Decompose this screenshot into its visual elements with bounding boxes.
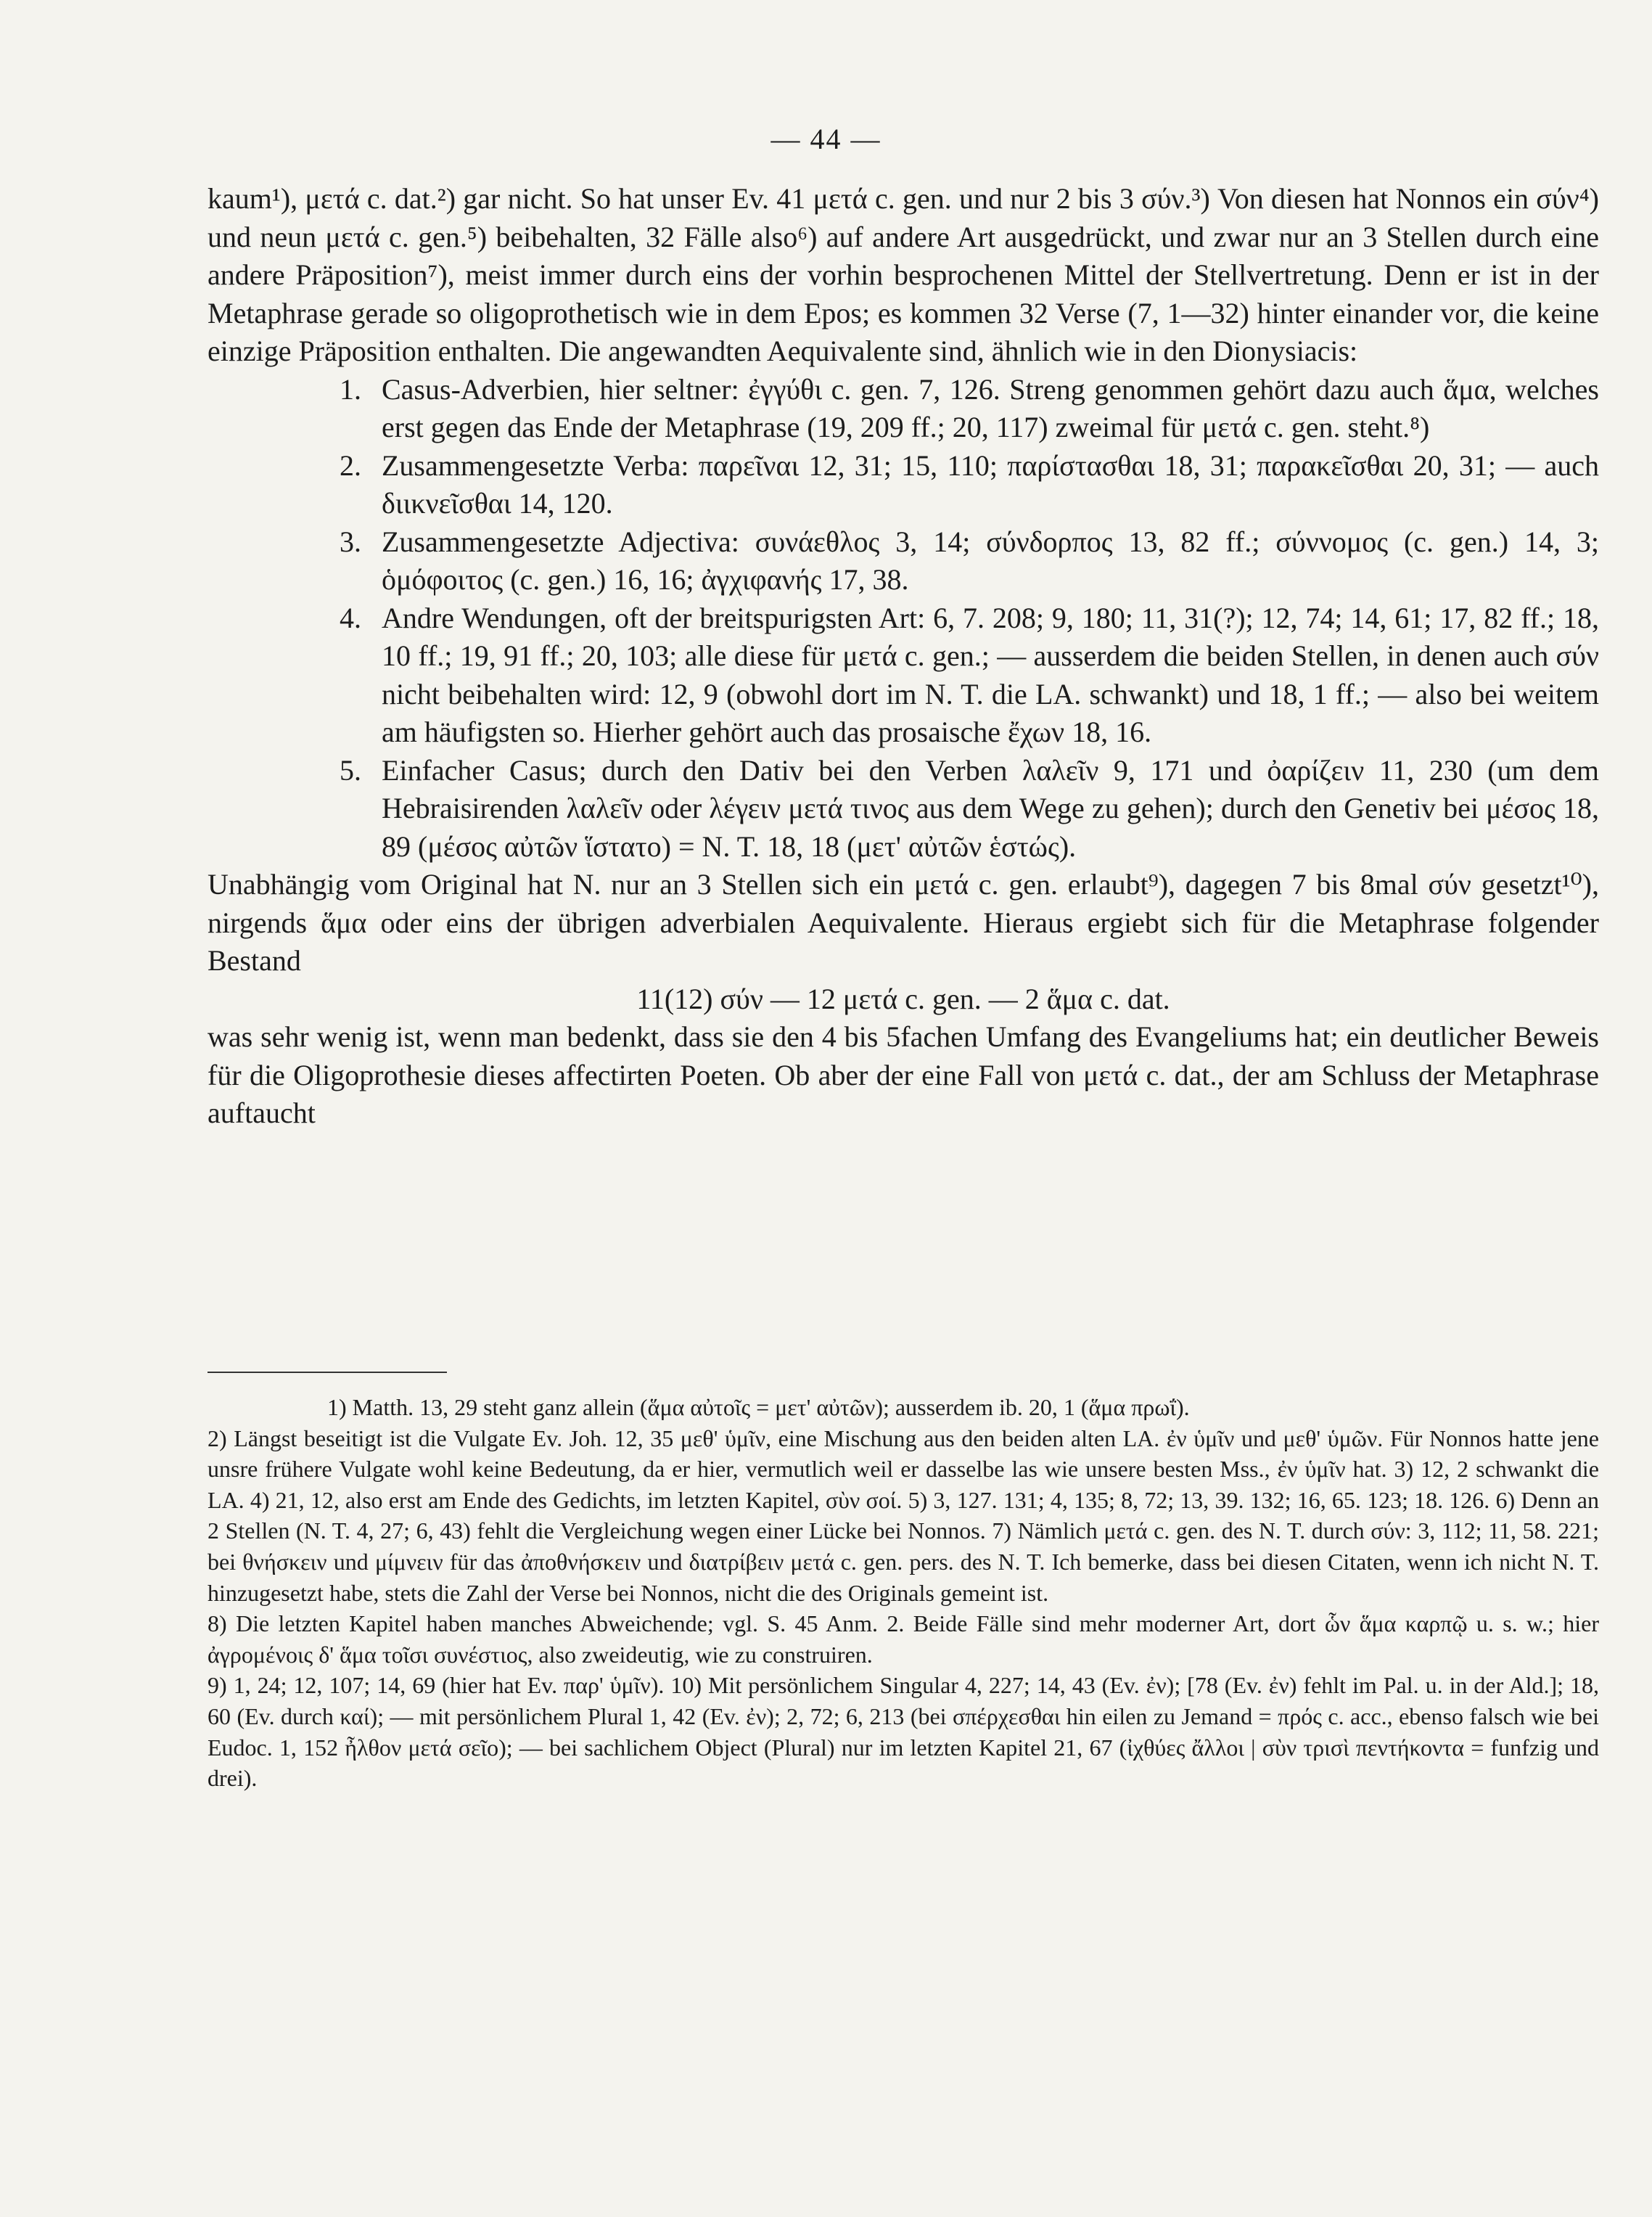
paragraph: kaum¹), μετά c. dat.²) gar nicht. So hat unser Ev. 41 μετά c. gen. und nur 2 bis 3 σύν.³) Von diesen hat Nonnos ein σύν⁴) und neun μετά c. gen.⁵) beibehalten, 32 Fälle also⁶) auf andere Art ausgedrückt, und zwar nur an 3 Stellen durch eine andere Präposition⁷), meist immer durch eins der vorhin besprochenen Mittel der Stellvertretung. Denn er ist in der Metaphrase gerade so oligoprothetisch wie in dem Epos; es kommen 32 Verse (7, 1—32) hinter einander vor, die keine einzige Präposition enthalten. Die angewandten Aequivalente sind, ähnlich wie in den Dionysiacis: [207,182,1599,367]
list-item [207,523,1599,599]
page-number: — 44 — [770,123,882,155]
list-item-number: 1. [340,372,361,406]
list-item [207,599,1599,752]
footnotes [207,1392,1599,1794]
summary-formula: 11(12) σύν — 12 μετά c. gen. — 2 ἅμα c. dat. [636,982,1170,1015]
footnote: 8) Die letzten Kapitel haben manches Abweichende; vgl. S. 45 Anm. 2. Beide Fälle sind mehr moderner Art, dort ὧν ἅμα καρπῷ u. s. w.; hier ἀγρομένοις δ' ἅμα τοῖσι συνέστιος, also zweideutig, wie zu construiren. [207,1610,1599,1668]
list-item-number: 3. [340,525,361,558]
list-item-number: 4. [340,601,361,634]
main-text [207,180,1599,1133]
footnote-divider [207,1372,447,1373]
paragraph: Unabhängig vom Original hat N. nur an 3 Stellen sich ein μετά c. gen. erlaubt⁹), dagegen 7 bis 8mal σύν gesetzt¹⁰), nirgends ἅμα oder eins der übrigen adverbialen Aequivalente. Hieraus ergiebt sich für die Metaphrase folgender Bestand [207,868,1599,977]
list-item-text: Zusammengesetzte Adjectiva: συνάεθλος 3, 14; σύνδορπος 13, 82 ff.; σύννομος (c. gen.) 14, 3; ὁμόφοιτος (c. gen.) 16, 16; ἀγχιφανής 17, 38. [382,525,1599,596]
paragraph: was sehr wenig ist, wenn man bedenkt, dass sie den 4 bis 5fachen Umfang des Evangeliums hat; ein deutlicher Beweis für die Oligoprothesie dieses affectirten Poeten. Ob aber der eine Fall von μετά c. dat., der am Schluss der Metaphrase auftaucht [207,1020,1599,1129]
list-item-number: 2. [340,448,361,482]
list-item-text: Andre Wendungen, oft der breitspurigsten Art: 6, 7. 208; 9, 180; 11, 31(?); 12, 74; 14, 61; 17, 82 ff.; 18, 10 ff.; 19, 91 ff.; 20, 103; alle diese für μετά c. gen.; — ausserdem die beiden Stellen, in denen auch σύν nicht beibehalten wird: 12, 9 (obwohl dort im N. T. die LA. schwankt) und 18, 1 ff.; — also bei weitem am häufigsten so. Hierher gehört auch das prosaische ἔχων 18, 16. [382,601,1599,748]
list-item [207,447,1599,523]
list-item [207,752,1599,866]
footnote: 1) Matth. 13, 29 steht ganz allein (ἅμα αὐτοῖς = μετ' αὐτῶν); ausserdem ib. 20, 1 (ἅμα πρωΐ). [327,1394,1190,1420]
list-item-text: Casus-Adverbien, hier seltner: ἐγγύθι c. gen. 7, 126. Streng genommen gehört dazu auch ἅμα, welches erst gegen das Ende der Metaphrase (19, 209 ff.; 20, 117) zweimal für μετά c. gen. steht.⁸) [382,372,1599,443]
list-item-number: 5. [340,753,361,787]
footnote: 9) 1, 24; 12, 107; 14, 69 (hier hat Ev. παρ' ὑμῖν). 10) Mit persönlichem Singular 4, 227; 14, 43 (Ev. ἐν); [78 (Ev. ἐν) fehlt im Pal. u. in der Ald.]; 18, 60 (Ev. durch καί); — mit persönlichem Plural 1, 42 (Ev. ἐν); 2, 72; 6, 213 (bei σπέρχεσθαι hin eilen zu Jemand = πρός c. acc., ebenso falsch wie bei Eudoc. 1, 152 ἦλθον μετά σεῖο); — bei sachlichem Object (Plural) nur im letzten Kapitel 21, 67 (ἰχθύες ἄλλοι | σὺν τρισὶ πεντήκοντα = funfzig und drei). [207,1672,1599,1792]
list-item [207,371,1599,447]
list-item-text: Zusammengesetzte Verba: παρεῖναι 12, 31; 15, 110; παρίστασθαι 18, 31; παρακεῖσθαι 20, 31; — auch διικνεῖσθαι 14, 120. [382,448,1599,520]
list-item-text: Einfacher Casus; durch den Dativ bei den Verben λαλεῖν 9, 171 und ὀαρίζειν 11, 230 (um dem Hebraisirenden λαλεῖν oder λέγειν μετά τινος aus dem Wege zu gehen); durch den Genetiv bei μέσος 18, 89 (μέσος αὐτῶν ἵστατο) = N. T. 18, 18 (μετ' αὐτῶν ἑστώς). [382,753,1599,863]
footnote: 2) Längst beseitigt ist die Vulgate Ev. Joh. 12, 35 μεθ' ὑμῖν, eine Mischung aus den beiden alten LA. ἐν ὑμῖν und μεθ' ὑμῶν. Für Nonnos hatte jene unsre frühere Vulgate wohl keine Bedeutung, da er hier, vermutlich weil er dasselbe las wie unsere besten Mss., ἐν ὑμῖν hat. 3) 12, 2 schwankt die LA. 4) 21, 12, also erst am Ende des Gedichts, im letzten Kapitel, σὺν σοί. 5) 3, 127. 131; 4, 135; 8, 72; 13, 39. 132; 16, 65. 123; 18. 126. 6) Denn an 2 Stellen (N. T. 4, 27; 6, 43) fehlt die Vergleichung wegen einer Lücke bei Nonnos. 7) Nämlich μετά c. gen. des N. T. durch σύν: 3, 112; 11, 58. 221; bei θνήσκειν und μίμνειν für das ἀποθνήσκειν und διατρίβειν μετά c. gen. pers. des N. T. Ich bemerke, dass bei diesen Citaten, wenn ich nicht N. T. hinzugesetzt habe, stets die Zahl der Verse bei Nonnos, nicht die des Originals gemeint ist. [207,1425,1599,1606]
